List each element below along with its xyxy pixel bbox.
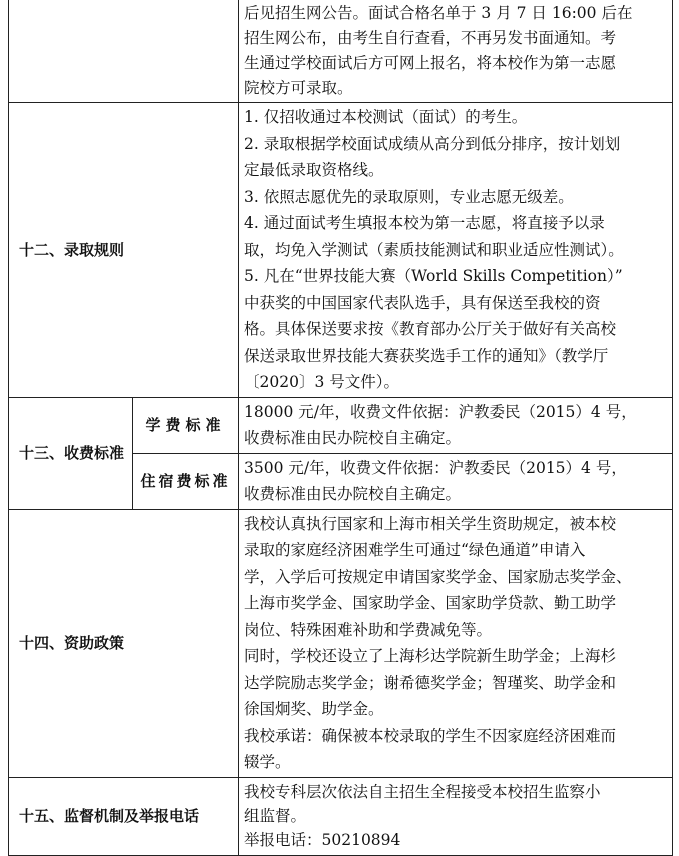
text-line: 收费标准由民办院校自主确定。	[244, 485, 462, 503]
text-line: 岗位、特殊困难补助和学费减免等。	[244, 620, 493, 639]
row-label-empty	[9, 0, 239, 103]
financial-aid-label: 十四、资助政策	[9, 509, 239, 777]
text-line: 〔2020〕3 号文件）。	[244, 373, 399, 391]
text-line: 同时，学校还设立了上海杉达学院新生助学金；上海杉	[244, 647, 617, 665]
text-line: 3500 元/年，收费文件依据：沪教委民（2015）4 号，	[244, 458, 627, 477]
dorm-fee-label: 住宿费标准	[133, 453, 239, 509]
tuition-text	[239, 397, 673, 453]
report-phone: 举报电话：50210894	[244, 831, 401, 849]
admission-rules-text	[239, 103, 673, 398]
text-line: 定最低录取资格线。	[244, 161, 384, 179]
text-line: 生通过学校面试后方可网上报名，将本校作为第一志愿	[244, 54, 617, 72]
text-line: 我校专科层次依法自主招生全程接受本校招生监察小	[244, 783, 601, 801]
table-row-financial-aid	[9, 509, 673, 777]
fee-standard-label: 十三、收费标准	[9, 397, 133, 509]
admission-rules-label: 十二、录取规则	[9, 103, 239, 398]
text-line: 徐国炯奖、助学金。	[244, 700, 384, 718]
text-line: 录取的家庭经济困难学生可通过“绿色通道”申请入	[244, 541, 586, 559]
interview-notice-text	[239, 0, 673, 103]
table-row-admission-rules	[9, 103, 673, 398]
text-line: 我校认真执行国家和上海市相关学生资助规定，被本校	[244, 514, 617, 533]
admissions-info-table	[8, 0, 673, 856]
text-line: 收费标准由民办院校自主确定。	[244, 429, 462, 447]
text-line: 取，均免入学测试（素质技能测试和职业适应性测试）。	[244, 240, 624, 259]
supervision-label: 十五、监督机制及举报电话	[9, 777, 239, 855]
text-line: 1. 仅招收通过本校测试（面试）的考生。	[244, 108, 528, 126]
table-row-supervision	[9, 777, 673, 855]
text-line: 3. 依照志愿优先的录取原则，专业志愿无级差。	[244, 187, 574, 206]
text-line: 我校承诺：确保被本校录取的学生不因家庭经济困难而	[244, 726, 617, 745]
text-line: 组监督。	[244, 807, 307, 825]
text-line: 辍学。	[244, 753, 291, 771]
tuition-label: 学费标准	[133, 397, 239, 453]
text-line: 18000 元/年，收费文件依据：沪教委民（2015）4 号，	[244, 402, 637, 421]
text-line: 保送录取世界技能大赛获奖选手工作的通知》（教学厅	[244, 346, 609, 365]
text-line: 2. 录取根据学校面试成绩从高分到低分排序，按计划划	[244, 134, 621, 153]
text-line: 4. 通过面试考生填报本校为第一志愿，将直接予以录	[244, 214, 605, 232]
table-row-interview-notice	[9, 0, 673, 103]
supervision-text	[239, 777, 673, 855]
dorm-fee-text	[239, 453, 673, 509]
financial-aid-text	[239, 509, 673, 777]
text-line: 院校方可录取。	[244, 79, 353, 97]
text-line: 后见招生网公告。面试合格名单于 3 月 7 日 16:00 后在	[244, 4, 633, 22]
text-line: 中获奖的中国国家代表队选手，具有保送至我校的资	[244, 293, 601, 312]
table-row-tuition	[9, 397, 673, 453]
text-line: 上海市奖学金、国家助学金、国家助学贷款、勤工助学	[244, 594, 617, 612]
text-line: 学，入学后可按规定申请国家奖学金、国家励志奖学金、	[244, 567, 632, 586]
text-line: 招生网公布，由考生自行查看，不再另发书面通知。考	[244, 29, 617, 47]
text-line: 达学院励志奖学金；谢希德奖学金；智瑾奖、助学金和	[244, 673, 617, 692]
text-line: 格。具体保送要求按《教育部办公厅关于做好有关高校	[244, 320, 617, 338]
text-line: 5. 凡在“世界技能大赛（World Skills Competition）”	[244, 267, 623, 285]
